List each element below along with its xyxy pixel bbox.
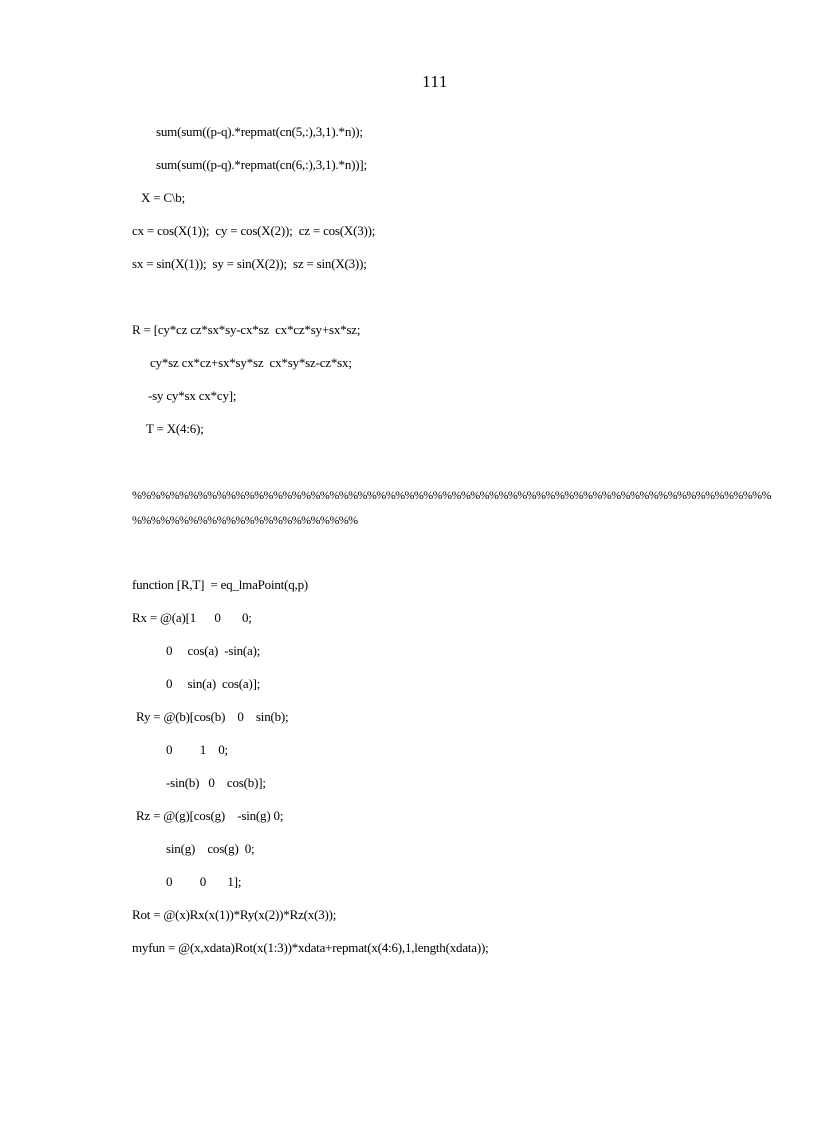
- code-line: sx = sin(X(1)); sy = sin(X(2)); sz = sin(X(3));: [132, 256, 367, 271]
- code-line: X = C\b;: [141, 190, 186, 205]
- code-line: Ry = @(b)[cos(b) 0 sin(b);: [136, 709, 289, 724]
- comment-separator-line: %%%%%%%%%%%%%%%%%%%%%%%%%%%%%%%%%%%%%%%%%%%%%%%%%%%%%%%%%%%%%%%%%%%%: [132, 488, 771, 502]
- comment-separator-line: %%%%%%%%%%%%%%%%%%%%%%%%: [132, 513, 358, 527]
- code-line: cx = cos(X(1)); cy = cos(X(2)); cz = cos(X(3));: [132, 223, 376, 238]
- code-line: myfun = @(x,xdata)Rot(x(1:3))*xdata+repmat(x(4:6),1,length(xdata));: [132, 940, 489, 955]
- code-line: -sin(b) 0 cos(b)];: [166, 775, 266, 790]
- code-line: cy*sz cx*cz+sx*sy*sz cx*sy*sz-cz*sx;: [150, 355, 352, 370]
- code-line: Rot = @(x)Rx(x(1))*Ry(x(2))*Rz(x(3));: [132, 907, 337, 922]
- code-line: 0 cos(a) -sin(a);: [166, 643, 261, 658]
- page-number: 111: [422, 72, 448, 91]
- code-line: Rz = @(g)[cos(g) -sin(g) 0;: [136, 808, 284, 823]
- code-line: sum(sum((p-q).*repmat(cn(6,:),3,1).*n))];: [156, 157, 367, 172]
- code-line: -sy cy*sx cx*cy];: [148, 388, 237, 403]
- code-line: T = X(4:6);: [146, 421, 204, 436]
- code-line: 0 1 0;: [166, 742, 228, 757]
- code-line: Rx = @(a)[1 0 0;: [132, 610, 252, 625]
- code-line: sin(g) cos(g) 0;: [166, 841, 255, 856]
- code-line: R = [cy*cz cz*sx*sy-cx*sz cx*cz*sy+sx*sz;: [132, 322, 361, 337]
- code-line: 0 sin(a) cos(a)];: [166, 676, 261, 691]
- code-line: 0 0 1];: [166, 874, 242, 889]
- code-line: sum(sum((p-q).*repmat(cn(5,:),3,1).*n));: [156, 124, 363, 139]
- function-signature: function [R,T] = eq_lmaPoint(q,p): [132, 577, 308, 592]
